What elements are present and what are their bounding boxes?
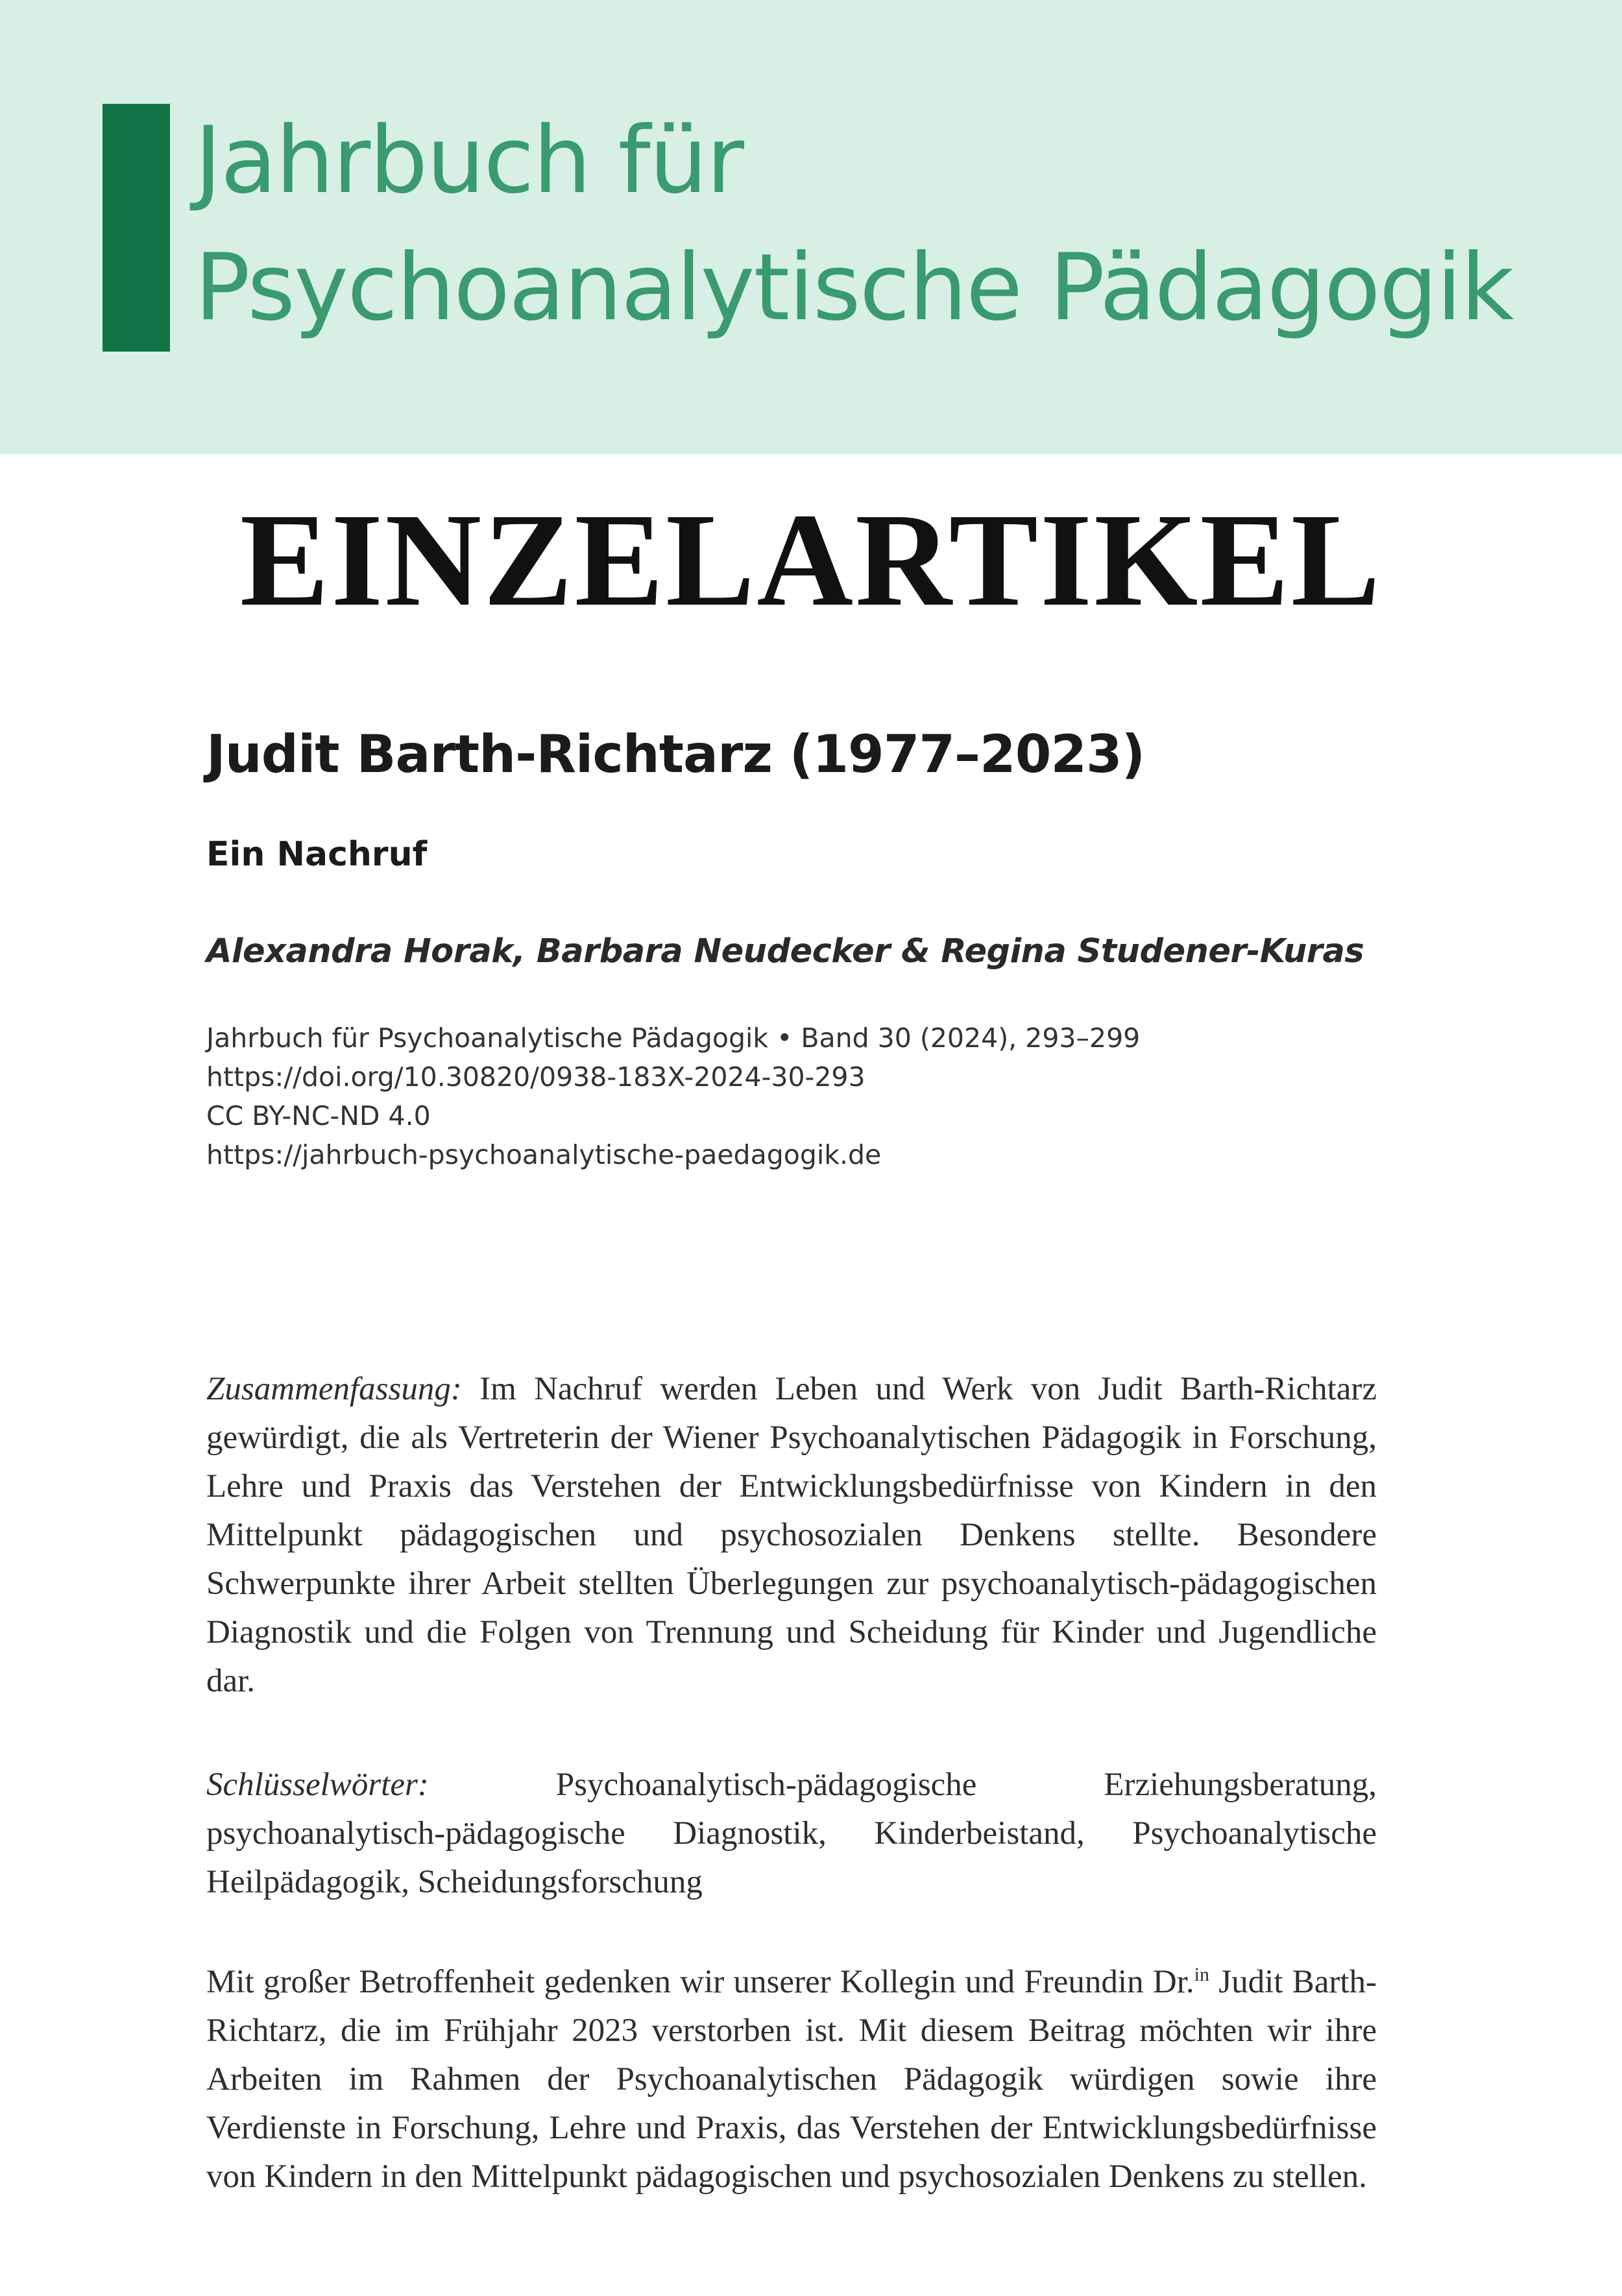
intro-paragraph	[206, 1958, 1377, 2201]
keywords-label: Schlüsselwörter:	[206, 1767, 429, 1803]
journal-banner	[0, 0, 1622, 454]
abstract-label: Zusammenfassung:	[206, 1371, 462, 1407]
citation-license: CC BY-NC-ND 4.0	[206, 1100, 431, 1131]
citation-doi: https://doi.org/10.30820/0938-183X-2024-30-293	[206, 1061, 865, 1093]
banner-accent-bar	[103, 104, 170, 352]
abstract-paragraph	[206, 1365, 1377, 1706]
keywords-paragraph	[206, 1761, 1377, 1907]
citation-block	[206, 1019, 1504, 1174]
article-subtitle: Ein Nachruf	[206, 835, 428, 874]
citation-journal: Jahrbuch für Psychoanalytische Pädagogik • Band 30 (2024), 293–299	[206, 1022, 1141, 1054]
keywords-text: Psychoanalytisch-pädagogische Erziehungsberatung, psychoanalytisch-pädagogische Diagnostik, Kinderbeistand, Psychoanalytische Heilpädagogik, Scheidungsforschung	[206, 1767, 1377, 1900]
intro-text-after: Judit Barth-Richtarz, die im Frühjahr 2023 verstorben ist. Mit diesem Beitrag möchten wir ihre Arbeiten im Rahmen der Psychoanalytischen Pädagogik würdigen sowie ihre Verdienste in Forschung, Lehre und Praxis, das Verstehen der Entwicklungsbedürfnisse von Kindern in den Mittelpunkt pädagogischen und psychosozialen Denkens zu stellen.	[206, 1964, 1377, 2195]
article-title: Judit Barth-Richtarz (1977–2023)	[206, 724, 1145, 784]
abstract-text: Im Nachruf werden Leben und Werk von Judit Barth-Richtarz gewürdigt, die als Vertreterin der Wiener Psychoanalytischen Pädagogik in Forschung, Lehre und Praxis das Verstehen der Entwicklungsbedürfnisse von Kindern in den Mittelpunkt pädagogischen und psychosozialen Denkens stellte. Besondere Schwerpunkte ihrer Arbeit stellten Überlegungen zur psychoanalytisch-pädagogischen Diagnostik und die Folgen von Trennung und Scheidung für Kinder und Jugendliche dar.	[206, 1371, 1377, 1699]
einzelartikel-heading: EINZELARTIKEL	[239, 485, 1383, 634]
article-authors: Alexandra Horak, Barbara Neudecker & Regina Studener-Kuras	[206, 932, 1364, 971]
intro-text-before: Mit großer Betroffenheit gedenken wir unserer Kollegin und Freundin Dr.	[206, 1964, 1194, 2000]
journal-title-line2: Psychoanalytische Pädagogik	[195, 234, 1513, 341]
journal-title	[195, 97, 1590, 352]
citation-website: https://jahrbuch-psychoanalytische-paedagogik.de	[206, 1139, 882, 1170]
intro-superscript: in	[1194, 1964, 1209, 1985]
journal-title-line1: Jahrbuch für	[195, 107, 743, 214]
